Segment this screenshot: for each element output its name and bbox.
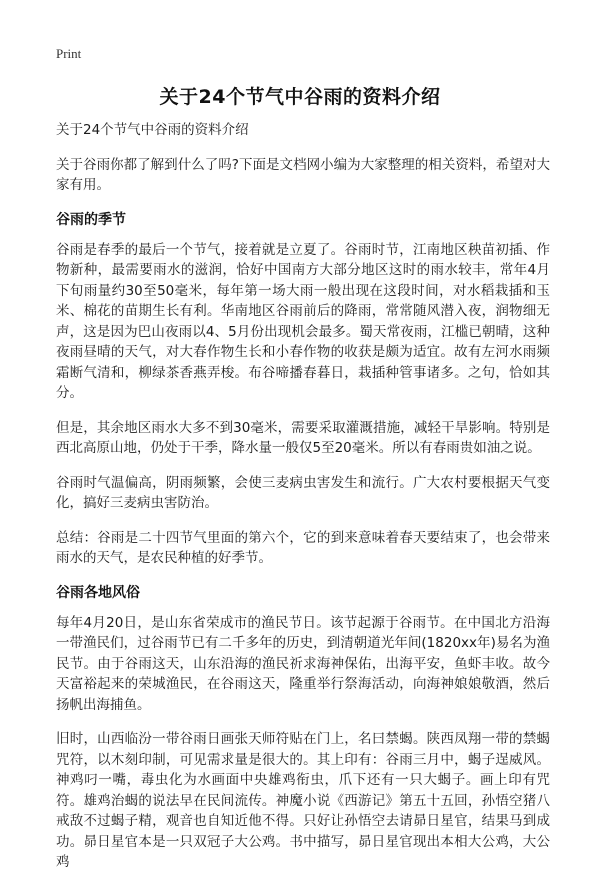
section-heading-season: 谷雨的季节	[56, 211, 126, 228]
subtitle: 关于24个节气中谷雨的资料介绍	[56, 122, 249, 138]
season-paragraph-3: 谷雨时气温偏高，阴雨频繁，会使三麦病虫害发生和流行。广大农村要根据天气变化，搞好三麦病虫害防治。	[56, 474, 550, 511]
customs-paragraph-2: 旧时，山西临汾一带谷雨日画张天师符贴在门上，名曰禁蝎。陕西凤翔一带的禁蝎咒符，以木刻印制，可见需求量是很大的。其上印有：谷雨三月中，蝎子逞威风。神鸡叼一嘴，毒虫化为水画面中央雄鸡衔虫，爪下还有一只大蝎子。画上印有咒符。雄鸡治蝎的说法早在民间流传。神魔小说《西游记》第五十五回，孙悟空猪八戒敌不过蝎子精，观音也自知近他不得。只好让孙悟空去请昴日星官，结果马到成功。昴日星官本是一只双冠子大公鸡。书中描写，昴日星官现出本相大公鸡，大公鸡	[56, 731, 550, 870]
season-paragraph-4: 总结：谷雨是二十四节气里面的第六个，它的到来意味着春天要结束了，也会带来雨水的天气，是农民种植的好季节。	[56, 529, 550, 566]
season-paragraph-1: 谷雨是春季的最后一个节气，接着就是立夏了。谷雨时节，江南地区秧苗初插、作物新种，最需要雨水的滋润，恰好中国南方大部分地区这时的雨水较丰，常年4月下旬雨量约30至50毫米，每年第一场大雨一般出现在这段时间，对水稻栽插和玉米、棉花的苗期生长有利。华南地区谷雨前后的降雨，常常随风潜入夜，润物细无声，这是因为巴山夜雨以4、5月份出现机会最多。蜀天常夜雨，江槛已朝晴，这种夜雨昼晴的天气，对大春作物生长和小春作物的收获是颇为适宜。故有左河水雨频霜断气清和，柳绿茶香燕弄梭。布谷啼播春暮日，栽插种管事诸多。之句，恰如其分。	[56, 241, 550, 401]
season-paragraph-2: 但是，其余地区雨水大多不到30毫米，需要采取灌溉措施，减轻干旱影响。特别是西北高原山地，仍处于干季，降水量一般仅5至20毫米。所以有春雨贵如油之说。	[56, 419, 550, 456]
page-title: 关于24个节气中谷雨的资料介绍	[159, 86, 441, 108]
customs-paragraph-1: 每年4月20日，是山东省荣成市的渔民节日。该节起源于谷雨节。在中国北方沿海一带渔民们，过谷雨节已有二千多年的历史，到清朝道光年间(1820xx年)易名为渔民节。由于谷雨这天，山东沿海的渔民祈求海神保佑，出海平安，鱼虾丰收。故今天富裕起来的荣城渔民，在谷雨这天，隆重举行祭海活动，向海神娘娘敬酒，然后扬帆出海捕鱼。	[56, 614, 550, 713]
document-body	[56, 120, 550, 881]
print-link[interactable]: Print	[56, 46, 82, 61]
section-heading-customs: 谷雨各地风俗	[56, 584, 140, 601]
intro-paragraph: 关于谷雨你都了解到什么了吗?下面是文档网小编为大家整理的相关资料，希望对大家有用。	[56, 156, 550, 193]
